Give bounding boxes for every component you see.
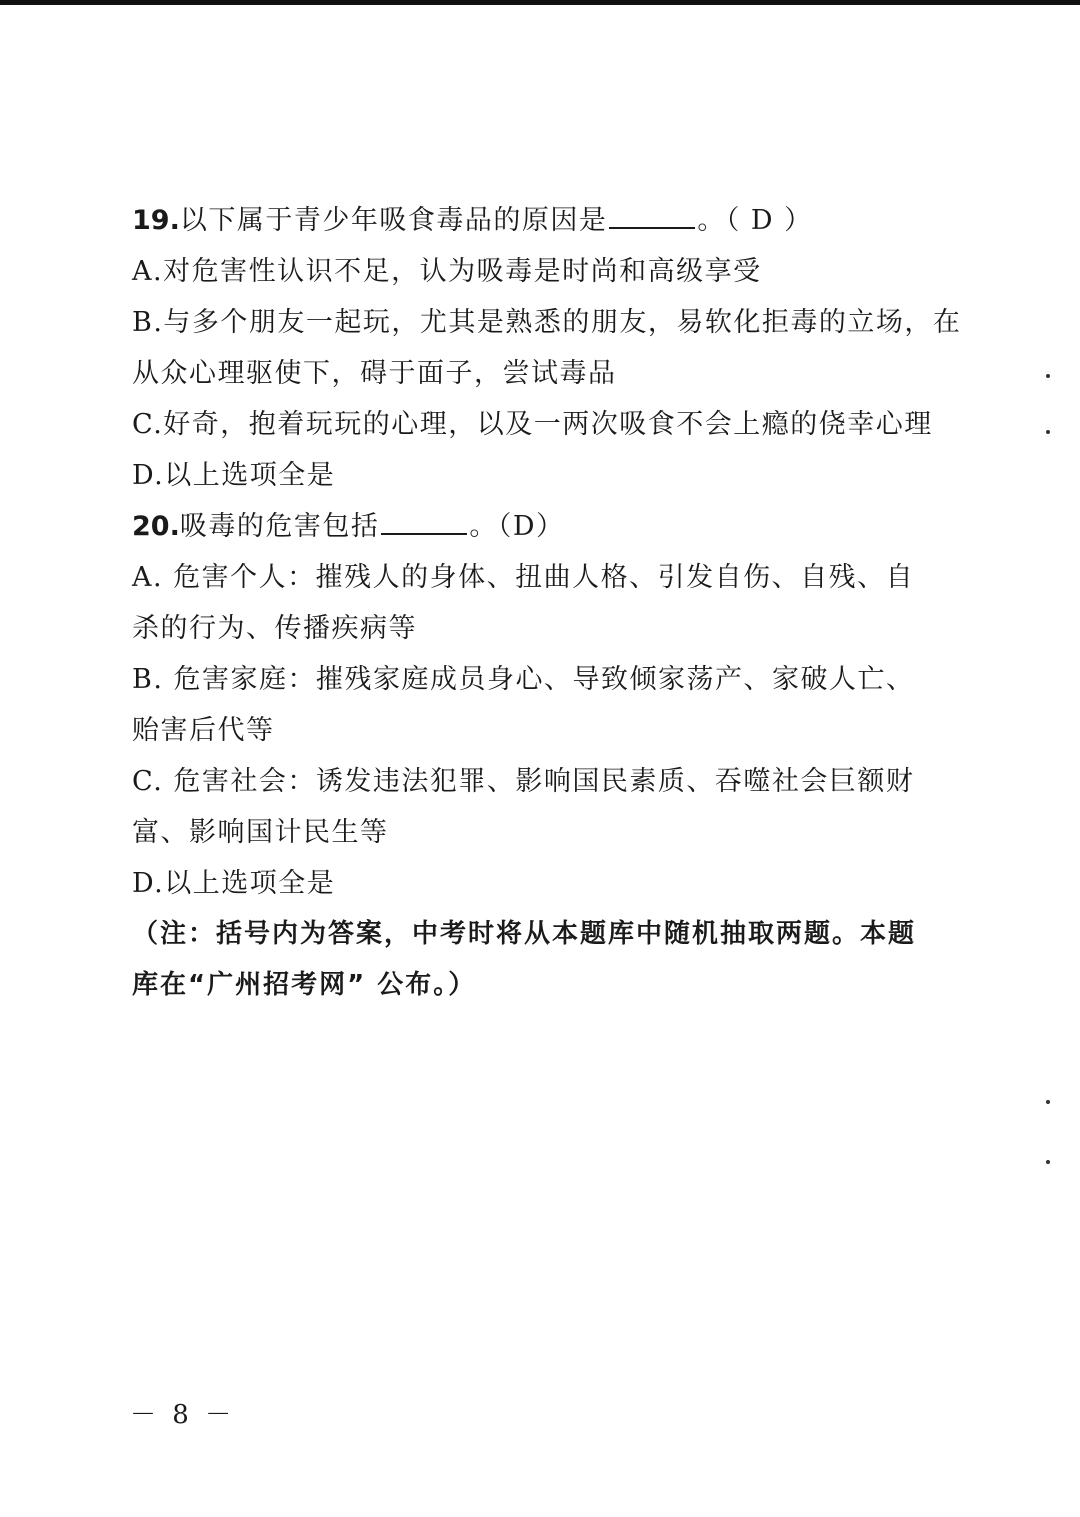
option-line: D.以上选项全是 <box>132 868 336 899</box>
option-line: 贻害后代等 <box>132 715 275 746</box>
question-answer: 。（ D ） <box>697 205 813 236</box>
question-number: 20. <box>132 511 180 542</box>
scan-speck <box>1046 1100 1050 1104</box>
option-line: C.好奇，抱着玩玩的心理，以及一两次吸食不会上瘾的侥幸心理 <box>132 409 933 440</box>
note-line: 库在“广州招考网” 公布。） <box>132 970 477 1000</box>
option-line: 杀的行为、传播疾病等 <box>132 613 417 644</box>
option-line: B. 危害家庭：摧残家庭成员身心、导致倾家荡产、家破人亡、 <box>132 664 915 695</box>
top-border <box>0 0 1080 5</box>
note-line: （注：括号内为答案，中考时将从本题库中随机抽取两题。本题 <box>132 919 917 949</box>
option-line: C. 危害社会：诱发违法犯罪、影响国民素质、吞噬社会巨额财 <box>132 766 915 797</box>
page-number: － 8 － <box>130 1400 236 1430</box>
question-20-stem <box>132 501 948 552</box>
question-19-stem <box>132 195 948 246</box>
option-line: A.对危害性认识不足，认为吸毒是时尚和高级享受 <box>132 256 762 287</box>
document-body <box>132 195 962 1011</box>
question-number: 19. <box>132 205 180 236</box>
scan-speck <box>1046 430 1050 434</box>
option-line: B.与多个朋友一起玩，尤其是熟悉的朋友，易软化拒毒的立场，在 <box>132 307 962 338</box>
answer-blank <box>381 511 467 535</box>
option-line: 从众心理驱使下，碍于面子，尝试毒品 <box>132 358 617 389</box>
question-text: 以下属于青少年吸食毒品的原因是 <box>179 205 608 236</box>
option-line: D.以上选项全是 <box>132 460 336 491</box>
answer-blank <box>609 205 695 229</box>
question-answer: 。（D） <box>469 511 565 542</box>
option-line: A. 危害个人：摧残人的身体、扭曲人格、引发自伤、自残、自 <box>132 562 915 593</box>
question-text: 吸毒的危害包括 <box>179 511 380 542</box>
scan-speck <box>1046 374 1050 378</box>
scan-speck <box>1046 1160 1050 1164</box>
option-line: 富、影响国计民生等 <box>132 817 389 848</box>
